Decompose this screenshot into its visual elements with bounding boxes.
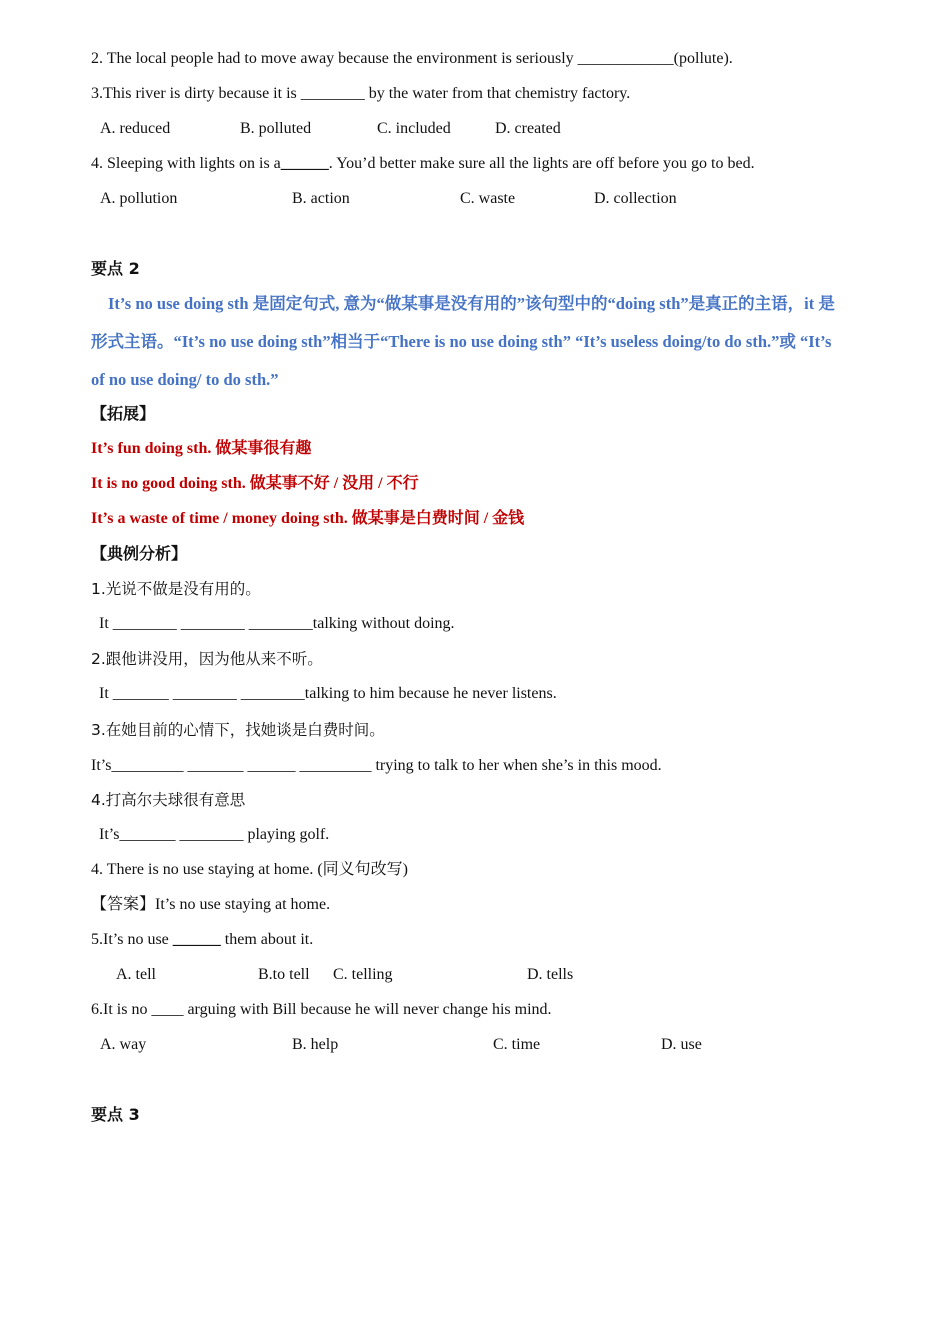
- ex5-option-c: C. telling: [333, 966, 393, 983]
- q3-option-a: A. reduced: [100, 120, 171, 137]
- example-3-english: It’s_________ _______ ______ _________ trying to talk to her when she’s in this mood.: [91, 757, 662, 774]
- q4-text-end: . You’d better make sure all the lights are off before you go to bed.: [328, 155, 755, 172]
- question-3-river: 3.This river is dirty because it is ________ by the water from that chemistry factory.: [91, 85, 631, 102]
- point-2-explain-line-3: of no use doing/ to do sth.”: [91, 370, 279, 389]
- point-2-explain-line-2: 形式主语。“It’s no use doing sth”相当于“There is no use doing sth” “It’s useless doing/to do sth.”或 “It’s: [91, 332, 832, 351]
- example-5: [91, 930, 313, 950]
- q3-option-b: B. polluted: [240, 120, 312, 137]
- q4-blank: ______: [280, 155, 329, 172]
- q4-option-b: B. action: [292, 190, 350, 207]
- ex6-option-b: B. help: [292, 1036, 339, 1053]
- example-2-chinese: 2.跟他讲没用，因为他从来不听。: [91, 650, 323, 668]
- example-4-chinese: 4.打高尔夫球很有意思: [91, 791, 246, 809]
- question-2-pollute: 2. The local people had to move away because the environment is seriously ____________(pollute).: [91, 50, 733, 67]
- example-4b-answer: 【答案】It’s no use staying at home.: [91, 896, 331, 913]
- extension-item-3: It’s a waste of time / money doing sth. 做某事是白费时间 / 金钱: [91, 510, 525, 527]
- ex6-option-c: C. time: [493, 1036, 541, 1053]
- extension-heading: 【拓展】: [91, 404, 156, 423]
- q3-option-c: C. included: [377, 120, 451, 137]
- example-5-blank: ______: [172, 931, 221, 948]
- example-5-start: 5.It’s no use: [91, 931, 173, 948]
- point-2-explain-line-1: It’s no use doing sth 是固定句式, 意为“做某事是没有用的”该句型中的“doing sth”是真正的主语，it 是: [108, 294, 835, 313]
- point-3-heading: 要点 3: [91, 1105, 140, 1124]
- example-heading: 【典例分析】: [91, 544, 188, 563]
- ex5-option-d: D. tells: [527, 966, 574, 983]
- example-2-english: It _______ ________ ________talking to him because he never listens.: [99, 685, 557, 702]
- example-1-chinese: 1.光说不做是没有用的。: [91, 580, 261, 598]
- example-4b-rewrite: 4. There is no use staying at home. (同义句改写): [91, 861, 408, 878]
- example-5-end: them about it.: [220, 931, 314, 948]
- ex6-option-d: D. use: [661, 1036, 702, 1053]
- example-3-chinese: 3.在她目前的心情下，找她谈是白费时间。: [91, 721, 385, 739]
- question-4-sleep: [91, 154, 755, 174]
- ex6-option-a: A. way: [100, 1036, 147, 1053]
- example-6: 6.It is no ____ arguing with Bill because he will never change his mind.: [91, 1001, 552, 1018]
- q4-option-d: D. collection: [594, 190, 677, 207]
- q3-option-d: D. created: [495, 120, 561, 137]
- extension-item-2: It is no good doing sth. 做某事不好 / 没用 / 不行: [91, 475, 419, 492]
- example-1-english: It ________ ________ ________talking without doing.: [99, 615, 455, 632]
- extension-item-1: It’s fun doing sth. 做某事很有趣: [91, 440, 312, 457]
- ex5-option-a: A. tell: [116, 966, 156, 983]
- q4-option-c: C. waste: [460, 190, 516, 207]
- point-2-heading: 要点 2: [91, 259, 140, 278]
- q4-option-a: A. pollution: [100, 190, 178, 207]
- example-4-english: It’s_______ ________ playing golf.: [99, 826, 330, 843]
- q4-text-start: 4. Sleeping with lights on is a: [91, 155, 281, 172]
- ex5-option-b: B.to tell: [258, 966, 310, 983]
